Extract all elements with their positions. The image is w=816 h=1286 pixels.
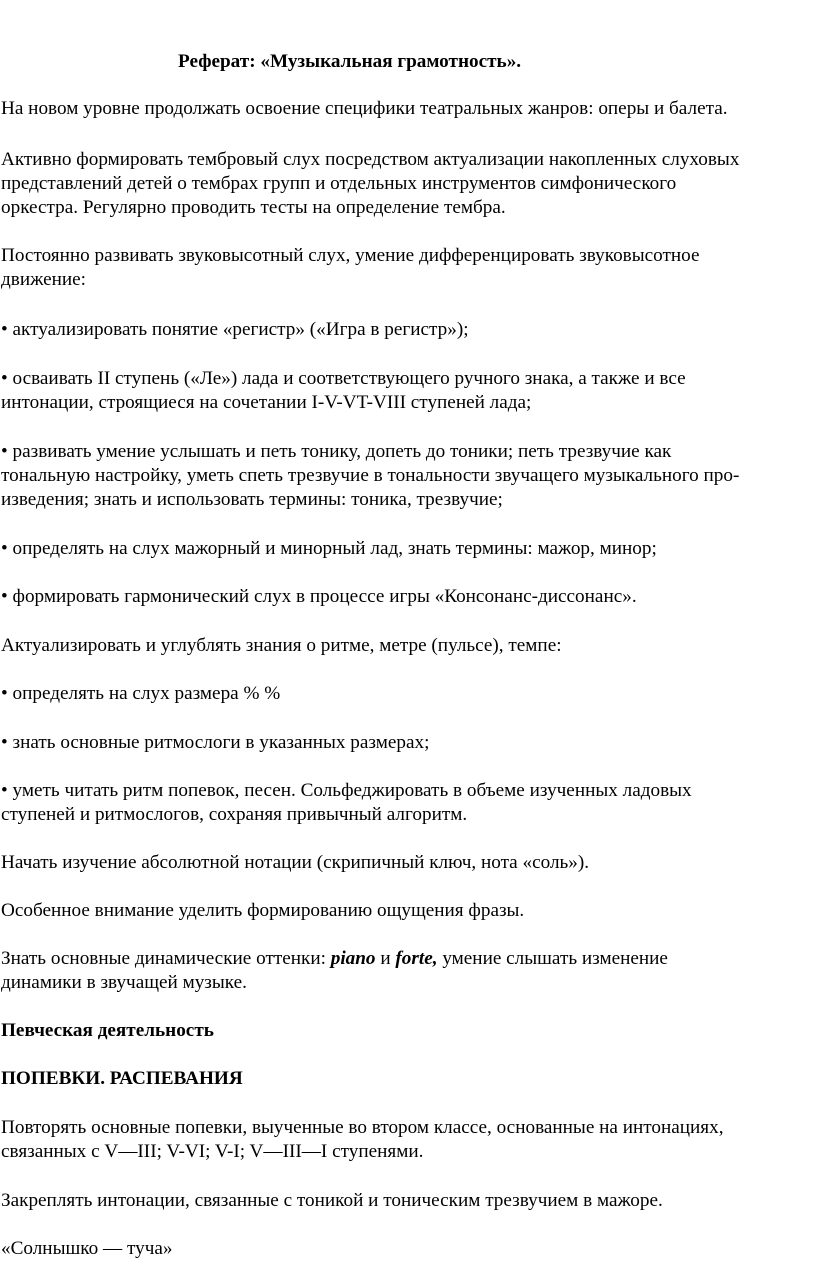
dynamics-suffix: умение слышать изменение (437, 948, 668, 969)
paragraph-notation: Начать изучение абсолютной нотации (скрипичный ключ, нота «соль»). (1, 852, 590, 873)
bullet-meter: • определять на слух размера % % (1, 683, 281, 704)
bullet-read-rhythm-line-2: ступеней и ритмослогов, сохраняя привычный алгоритм. (1, 804, 468, 825)
paragraph-dynamics-line-2: динамики в звучащей музыке. (1, 972, 247, 993)
paragraph-opera-ballet: На новом уровне продолжать освоение специфики театральных жанров: оперы и балета. (1, 98, 728, 119)
dynamics-forte: forte, (395, 948, 438, 969)
bullet-tonic-line-1: • развивать умение услышать и петь тонику, допеть до тоники; петь трезвучие как (1, 441, 672, 462)
paragraph-tonic-triad: Закреплять интонации, связанные с тоникой и тоническим трезвучием в мажоре. (1, 1190, 663, 1211)
dynamics-piano: piano (330, 948, 376, 969)
bullet-read-rhythm-line-1: • уметь читать ритм попевок, песен. Сольфеджировать в объеме изученных ладовых (1, 780, 692, 801)
bullet-tonic-line-2: тональную настройку, уметь спеть трезвучие в тональности звучащего музыкального про- (1, 465, 740, 486)
song-title: «Солнышко — туча» (1, 1238, 173, 1259)
heading-vocal-activity: Певческая деятельность (1, 1020, 214, 1041)
bullet-register: • актуализировать понятие «регистр» («Игра в регистр»); (1, 319, 469, 340)
bullet-rhythm-syllables: • знать основные ритмослоги в указанных размерах; (1, 732, 430, 753)
paragraph-timbre-line-3: оркестра. Регулярно проводить тесты на определение тембра. (1, 197, 506, 218)
dynamics-and: и (375, 948, 396, 969)
paragraph-pitch-line-1: Постоянно развивать звуковысотный слух, умение дифференцировать звуковысотное (1, 245, 700, 266)
heading-popevki: ПОПЕВКИ. РАСПЕВАНИЯ (1, 1068, 243, 1089)
bullet-second-step-line-1: • осваивать II ступень («Ле») лада и соответствующего ручного знака, а также и все (1, 368, 686, 389)
bullet-harmonic: • формировать гармонический слух в процессе игры «Консонанс-диссонанс». (1, 586, 637, 607)
paragraph-rhythm: Актуализировать и углублять знания о ритме, метре (пульсе), темпе: (1, 635, 562, 656)
paragraph-timbre-line-1: Активно формировать тембровый слух посредством актуализации накопленных слуховых (1, 149, 740, 170)
paragraph-popevki-line-1: Повторять основные попевки, выученные во втором классе, основанные на интонациях, (1, 1117, 724, 1138)
paragraph-popevki-line-2: связанных с V—III; V-VI; V-I; V—III—I ступенями. (1, 1141, 424, 1162)
paragraph-phrase: Особенное внимание уделить формированию ощущения фразы. (1, 900, 525, 921)
bullet-major-minor: • определять на слух мажорный и минорный лад, знать термины: мажор, минор; (1, 538, 657, 559)
paragraph-pitch-line-2: движение: (1, 269, 86, 290)
bullet-second-step-line-2: интонации, строящиеся на сочетании I-V-VT-VIII ступеней лада; (1, 392, 532, 413)
document-title: Реферат: «Музыкальная грамотность». (178, 51, 522, 72)
bullet-tonic-line-3: изведения; знать и использовать термины: тоника, трезвучие; (1, 489, 503, 510)
paragraph-dynamics-line-1 (1, 947, 668, 971)
dynamics-prefix: Знать основные динамические оттенки: (1, 948, 331, 969)
paragraph-timbre-line-2: представлений детей о тембрах групп и отдельных инструментов симфонического (1, 173, 677, 194)
